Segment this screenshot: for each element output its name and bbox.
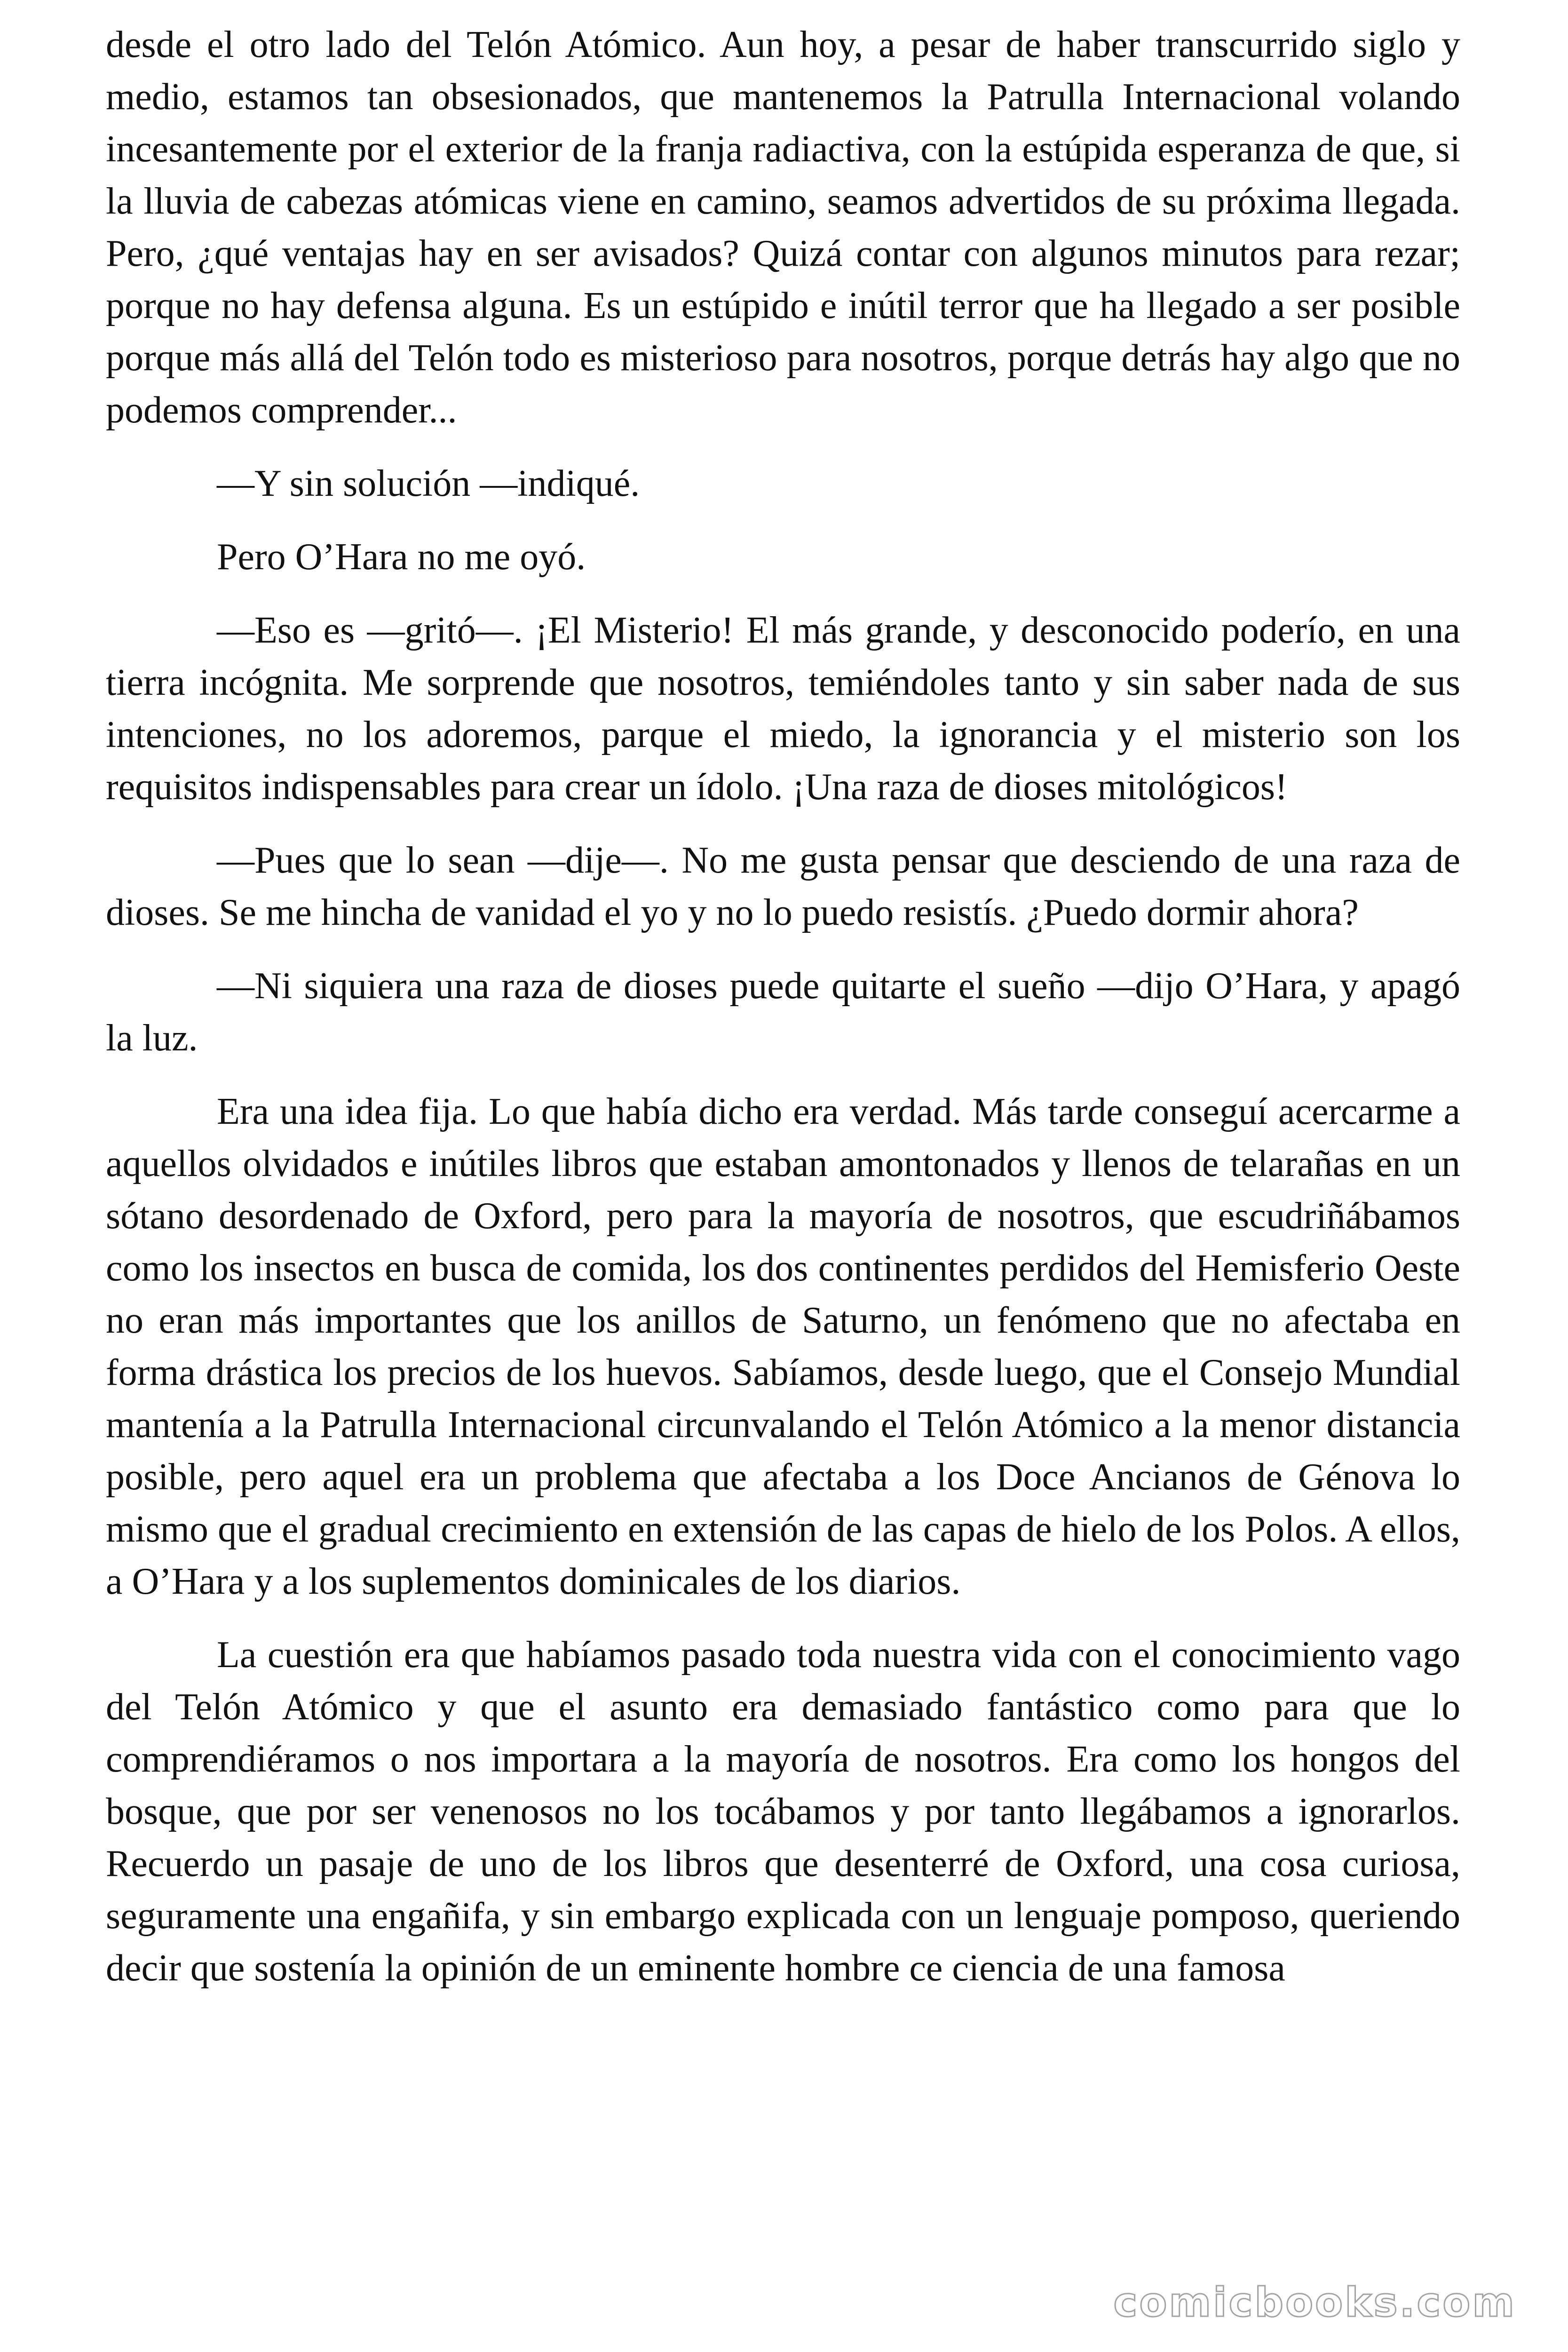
paragraph-6: —Ni siquiera una raza de dioses puede quitarte el sueño —dijo O’Hara, y apagó la luz. bbox=[106, 965, 1460, 1059]
paragraph-5: —Pues que lo sean —dije—. No me gusta pensar que desciendo de una raza de dioses. Se me hincha de vanidad el yo y no lo puedo resistís. ¿Puedo dormir ahora? bbox=[106, 840, 1460, 933]
paragraph-1: desde el otro lado del Telón Atómico. Aun hoy, a pesar de haber transcurrido siglo y medio, estamos tan obsesionados, que mantenemos la Patrulla Internacional volando incesantemente por el exterior de la franja radiactiva, con la estúpida esperanza de que, si la lluvia de cabezas atómicas viene en camino, seamos advertidos de su próxima llegada. Pero, ¿qué ventajas hay en ser avisados? Quizá contar con algunos minutos para rezar; porque no hay defensa alguna. Es un estúpido e inútil terror que ha llegado a ser posible porque más allá del Telón todo es misterioso para nosotros, porque detrás hay algo que no podemos comprender... bbox=[106, 24, 1460, 431]
paragraph-4: —Eso es —gritó—. ¡El Misterio! El más grande, y desconocido poderío, en una tierra incógnita. Me sorprende que nosotros, temiéndoles tanto y sin saber nada de sus intenciones, no los adoremos, parque el miedo, la ignorancia y el misterio son los requisitos indispensables para crear un ídolo. ¡Una raza de dioses mitológicos! bbox=[106, 610, 1460, 808]
paragraph-7: Era una idea fija. Lo que había dicho era verdad. Más tarde conseguí acercarme a aquellos olvidados e inútiles libros que estaban amontonados y llenos de telarañas en un sótano desordenado de Oxford, pero para la mayoría de nosotros, que escudriñábamos como los insectos en busca de comida, los dos continentes perdidos del Hemisferio Oeste no eran más importantes que los anillos de Saturno, un fenómeno que no afectaba en forma drástica los precios de los huevos. Sabíamos, desde luego, que el Consejo Mundial mantenía a la Patrulla Internacional circunvalando el Telón Atómico a la menor distancia posible, pero aquel era un problema que afectaba a los Doce Ancianos de Génova lo mismo que el gradual crecimiento en extensión de las capas de hielo de los Polos. A ellos, a O’Hara y a los suplementos dominicales de los diarios. bbox=[106, 1091, 1460, 1602]
paragraph-8: La cuestión era que habíamos pasado toda nuestra vida con el conocimiento vago del Telón Atómico y que el asunto era demasiado fantástico como para que lo comprendiéramos o nos importara a la mayoría de nosotros. Era como los hongos del bosque, que por ser venenosos no los tocábamos y por tanto llegábamos a ignorarlos. Recuerdo un pasaje de uno de los libros que desenterré de Oxford, una cosa curiosa, seguramente una engañifa, y sin embargo explicada con un lenguaje pomposo, queriendo decir que sostenía la opinión de un eminente hombre ce ciencia de una famosa bbox=[106, 1634, 1460, 1989]
watermark-logo: comicbooks.com bbox=[1113, 2279, 1516, 2326]
paragraph-3: Pero O’Hara no me oyó. bbox=[217, 536, 586, 578]
paragraph-2: —Y sin solución —indiqué. bbox=[217, 463, 640, 504]
page-text bbox=[106, 19, 1460, 2016]
